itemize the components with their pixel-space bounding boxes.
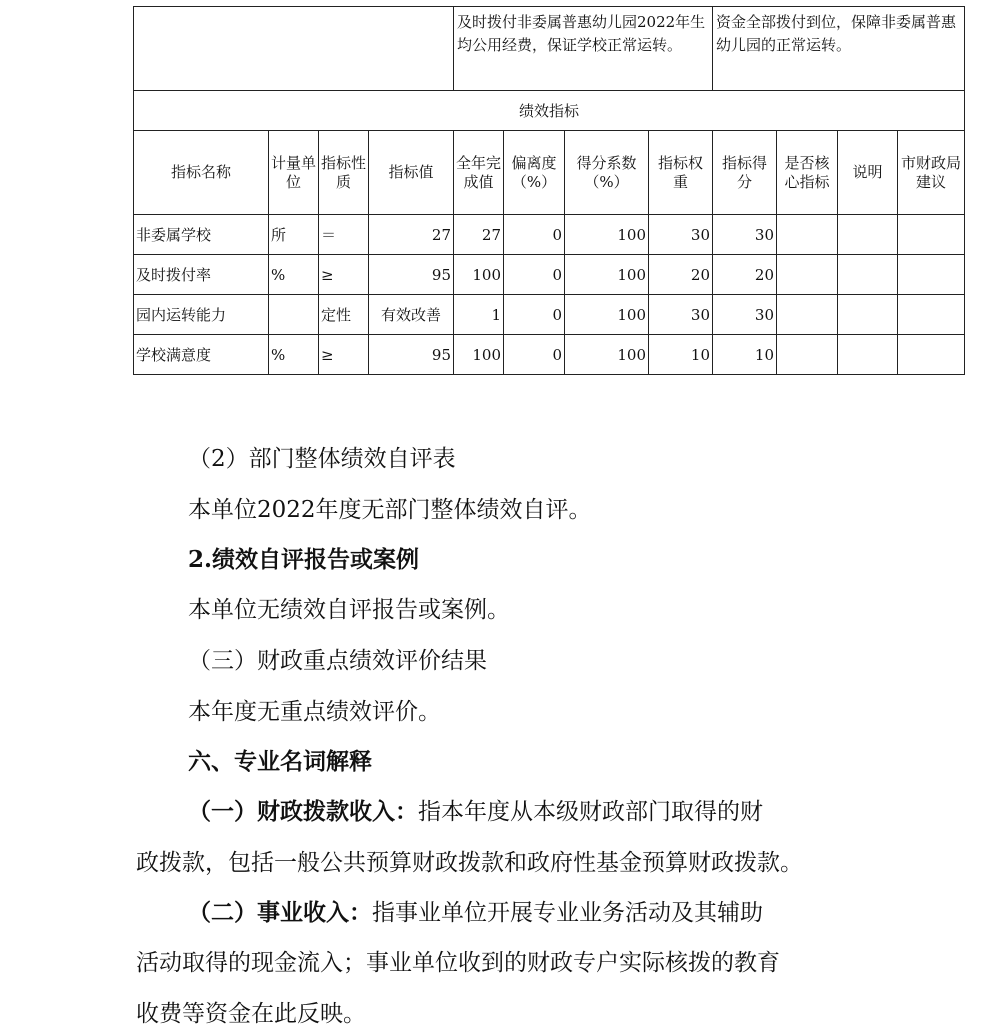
cell-coefficient: 100 xyxy=(565,295,649,335)
cell-weight: 30 xyxy=(649,215,713,255)
cell-advice xyxy=(898,335,965,375)
cell-target: 有效改善 xyxy=(369,295,454,335)
cell-score: 10 xyxy=(713,335,777,375)
cell-weight: 20 xyxy=(649,255,713,295)
cell-done: 100 xyxy=(454,255,504,295)
cell-name: 学校满意度 xyxy=(134,335,269,375)
term-text: 指本年度从本级财政部门取得的财 xyxy=(418,799,763,825)
cell-deviation: 0 xyxy=(504,295,565,335)
cell-done: 27 xyxy=(454,215,504,255)
cell-weight: 10 xyxy=(649,335,713,375)
cell-score: 20 xyxy=(713,255,777,295)
cell-coefficient: 100 xyxy=(565,255,649,295)
goal-row xyxy=(134,7,965,91)
section-title-row xyxy=(134,91,965,131)
section-title: 绩效指标 xyxy=(134,91,965,131)
header-cell: 指标得分 xyxy=(713,131,777,215)
cell-target: 95 xyxy=(369,335,454,375)
cell-core xyxy=(777,335,838,375)
cell-note xyxy=(838,215,898,255)
header-cell: 指标权重 xyxy=(649,131,713,215)
header-cell: 全年完成值 xyxy=(454,131,504,215)
performance-table xyxy=(133,6,965,375)
header-cell: 市财政局建议 xyxy=(898,131,965,215)
cell-core xyxy=(777,255,838,295)
table-row xyxy=(134,295,965,335)
goal-planned-cell: 及时拨付非委属普惠幼儿园2022年生均公用经费，保证学校正常运转。 xyxy=(454,7,713,91)
cell-deviation: 0 xyxy=(504,335,565,375)
section-heading: 六、专业名词解释 xyxy=(188,748,372,775)
paragraph: 本单位2022年度无部门整体绩效自评。 xyxy=(188,497,592,523)
cell-score: 30 xyxy=(713,215,777,255)
definition-paragraph xyxy=(0,797,1000,827)
header-cell: 指标性质 xyxy=(319,131,369,215)
cell-unit: 所 xyxy=(269,215,319,255)
cell-score: 30 xyxy=(713,295,777,335)
paragraph-continuation: 政拨款，包括一般公共预算财政拨款和政府性基金预算财政拨款。 xyxy=(136,850,803,876)
table-row xyxy=(134,215,965,255)
cell-unit: % xyxy=(269,335,319,375)
header-cell: 偏离度（%） xyxy=(504,131,565,215)
goal-label-cell xyxy=(134,7,454,91)
cell-note xyxy=(838,335,898,375)
cell-name: 非委属学校 xyxy=(134,215,269,255)
paragraph-continuation: 收费等资金在此反映。 xyxy=(136,1001,366,1027)
cell-coefficient: 100 xyxy=(565,335,649,375)
cell-deviation: 0 xyxy=(504,255,565,295)
paragraph: 本单位无绩效自评报告或案例。 xyxy=(188,597,510,623)
goal-actual-cell: 资金全部拨付到位，保障非委属普惠幼儿园的正常运转。 xyxy=(713,7,965,91)
paragraph-continuation: 活动取得的现金流入；事业单位收到的财政专户实际核拨的教育 xyxy=(136,950,780,976)
cell-done: 1 xyxy=(454,295,504,335)
cell-target: 95 xyxy=(369,255,454,295)
cell-name: 园内运转能力 xyxy=(134,295,269,335)
term-label: （二）事业收入： xyxy=(188,899,372,926)
term-label: （一）财政拨款收入： xyxy=(188,798,418,825)
cell-weight: 30 xyxy=(649,295,713,335)
cell-advice xyxy=(898,215,965,255)
cell-nature: 定性 xyxy=(319,295,369,335)
header-cell: 指标名称 xyxy=(134,131,269,215)
cell-nature: ≥ xyxy=(319,255,369,295)
cell-unit: % xyxy=(269,255,319,295)
header-cell: 计量单位 xyxy=(269,131,319,215)
header-cell: 指标值 xyxy=(369,131,454,215)
cell-note xyxy=(838,255,898,295)
cell-name: 及时拨付率 xyxy=(134,255,269,295)
cell-unit xyxy=(269,295,319,335)
cell-core xyxy=(777,215,838,255)
cell-coefficient: 100 xyxy=(565,215,649,255)
paragraph: 本年度无重点绩效评价。 xyxy=(188,699,441,725)
header-row xyxy=(134,131,965,215)
cell-note xyxy=(838,295,898,335)
term-text: 指事业单位开展专业业务活动及其辅助 xyxy=(372,900,763,926)
table-row xyxy=(134,255,965,295)
header-cell: 说明 xyxy=(838,131,898,215)
section-heading: 2.绩效自评报告或案例 xyxy=(188,546,420,573)
cell-nature: ＝ xyxy=(319,215,369,255)
cell-deviation: 0 xyxy=(504,215,565,255)
header-cell: 得分系数（%） xyxy=(565,131,649,215)
cell-done: 100 xyxy=(454,335,504,375)
cell-advice xyxy=(898,295,965,335)
cell-target: 27 xyxy=(369,215,454,255)
cell-advice xyxy=(898,255,965,295)
cell-core xyxy=(777,295,838,335)
definition-paragraph xyxy=(0,898,1000,928)
subsection-heading: （三）财政重点绩效评价结果 xyxy=(188,648,487,674)
subsection-heading: （2）部门整体绩效自评表 xyxy=(188,446,456,472)
cell-nature: ≥ xyxy=(319,335,369,375)
table-row xyxy=(134,335,965,375)
header-cell: 是否核心指标 xyxy=(777,131,838,215)
